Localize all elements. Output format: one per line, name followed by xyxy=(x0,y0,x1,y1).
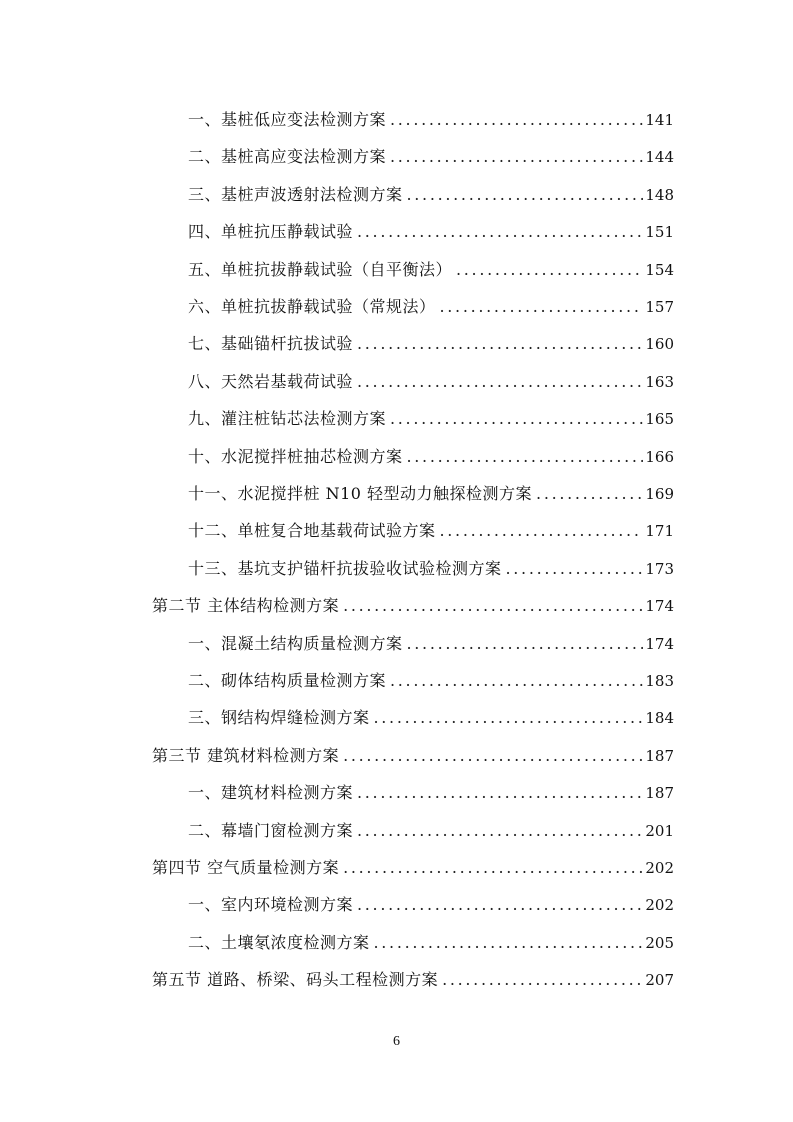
toc-dot-leader xyxy=(506,557,644,581)
toc-dot-leader xyxy=(357,893,643,917)
page-number: 6 xyxy=(393,1034,400,1049)
toc-entry-page: 151 xyxy=(645,223,674,242)
toc-entry-page: 201 xyxy=(645,821,674,840)
toc-entry-title: 六、单桩抗拔静载试验（常规法） xyxy=(188,297,436,316)
toc-entry-title: 二、幕墙门窗检测方案 xyxy=(188,820,354,840)
toc-dot-leader xyxy=(407,183,644,207)
toc-section-entry[interactable] xyxy=(152,744,674,768)
toc-entry[interactable] xyxy=(188,220,674,244)
toc-dot-leader xyxy=(357,819,643,843)
toc-dot-leader xyxy=(442,968,643,992)
toc-entry[interactable] xyxy=(188,893,674,917)
toc-entry-page: 205 xyxy=(645,933,674,952)
toc-dot-leader xyxy=(390,669,643,693)
toc-entry-title: 三、基桩声波透射法检测方案 xyxy=(188,184,403,204)
toc-entry-title: 九、灌注桩钻芯法检测方案 xyxy=(188,409,387,429)
toc-dot-leader xyxy=(374,706,644,730)
toc-section-entry[interactable] xyxy=(152,968,674,992)
toc-dot-leader xyxy=(390,108,643,132)
toc-entry-page: 163 xyxy=(645,372,674,391)
toc-entry-page: 169 xyxy=(645,485,674,503)
toc-dot-leader xyxy=(456,258,643,282)
toc-entry-page: 207 xyxy=(645,971,674,990)
toc-entry[interactable] xyxy=(188,108,674,132)
toc-entry-page: 160 xyxy=(645,335,674,354)
toc-dot-leader xyxy=(440,519,644,543)
toc-entry-title: 五、单桩抗拔静载试验（自平衡法） xyxy=(188,259,453,279)
toc-entry[interactable] xyxy=(188,258,674,282)
toc-entry-title: 十、水泥搅拌桩抽芯检测方案 xyxy=(188,446,403,466)
toc-entry[interactable] xyxy=(188,482,674,506)
toc-entry-title: 第五节 道路、桥梁、码头工程检测方案 xyxy=(152,970,439,990)
toc-entry-page: 202 xyxy=(645,859,674,877)
toc-entry-page: 187 xyxy=(645,746,674,765)
toc-entry-title: 第四节 空气质量检测方案 xyxy=(152,858,340,877)
toc-entry-title: 一、基桩低应变法检测方案 xyxy=(188,110,387,129)
toc-entry-page: 183 xyxy=(645,672,674,690)
toc-entry[interactable] xyxy=(188,557,674,581)
toc-entry-title: 一、建筑材料检测方案 xyxy=(188,783,354,803)
toc-entry-title: 十三、基坑支护锚杆抗拔验收试验检测方案 xyxy=(188,558,502,578)
toc-entry[interactable] xyxy=(188,931,674,955)
toc-entry-page: 202 xyxy=(645,896,674,915)
toc-entry-page: 154 xyxy=(645,260,674,279)
toc-entry[interactable] xyxy=(188,407,674,431)
toc-section-entry[interactable] xyxy=(152,594,674,618)
toc-entry-title: 三、钢结构焊缝检测方案 xyxy=(188,708,370,728)
toc-dot-leader xyxy=(343,856,643,880)
toc-entry-page: 165 xyxy=(645,410,674,429)
toc-dot-leader xyxy=(407,445,644,469)
toc-entry-page: 187 xyxy=(645,784,674,803)
toc-entry-page: 144 xyxy=(645,148,674,167)
toc-entry[interactable] xyxy=(188,781,674,805)
toc-entry-page: 157 xyxy=(645,298,674,316)
toc-dot-leader xyxy=(357,332,643,356)
toc-entry[interactable] xyxy=(188,519,674,543)
toc-entry-page: 171 xyxy=(645,522,674,541)
toc-dot-leader xyxy=(357,781,643,805)
toc-entry[interactable] xyxy=(188,370,674,394)
toc-entry-page: 148 xyxy=(645,185,674,204)
toc-dot-leader xyxy=(374,931,644,955)
toc-section-entry[interactable] xyxy=(152,856,674,880)
toc-entry[interactable] xyxy=(188,183,674,207)
toc-entry-page: 166 xyxy=(645,447,674,466)
toc-entry-title: 七、基础锚杆抗拔试验 xyxy=(188,334,354,354)
toc-entry-title: 第二节 主体结构检测方案 xyxy=(152,596,340,616)
toc-dot-leader xyxy=(440,295,644,319)
toc-entry-page: 174 xyxy=(645,597,674,616)
toc-dot-leader xyxy=(407,632,644,656)
toc-entry[interactable] xyxy=(188,819,674,843)
toc-entry-page: 173 xyxy=(645,559,674,578)
toc-entry-title: 十二、单桩复合地基载荷试验方案 xyxy=(188,521,436,541)
toc-entry-page: 174 xyxy=(645,634,674,653)
toc-dot-leader xyxy=(343,744,643,768)
toc-entry[interactable] xyxy=(188,332,674,356)
toc-entry-title: 四、单桩抗压静载试验 xyxy=(188,222,354,242)
toc-entry-title: 一、混凝土结构质量检测方案 xyxy=(188,633,403,653)
toc-entry-title: 二、基桩高应变法检测方案 xyxy=(188,147,387,167)
toc-entry-title: 八、天然岩基载荷试验 xyxy=(188,371,354,391)
toc-dot-leader xyxy=(357,220,643,244)
toc-entry-title: 一、室内环境检测方案 xyxy=(188,895,354,915)
toc-entry[interactable] xyxy=(188,145,674,169)
toc-entry-title: 十一、水泥搅拌桩 N10 轻型动力触探检测方案 xyxy=(188,484,533,503)
toc-entry[interactable] xyxy=(188,706,674,730)
toc-entry[interactable] xyxy=(188,295,674,319)
toc-entry-title: 二、砌体结构质量检测方案 xyxy=(188,671,387,690)
toc-entry[interactable] xyxy=(188,445,674,469)
toc-dot-leader xyxy=(390,145,643,169)
toc-dot-leader xyxy=(357,370,643,394)
toc-dot-leader xyxy=(343,594,643,618)
toc-dot-leader xyxy=(536,482,643,506)
toc-entry-page: 184 xyxy=(645,709,674,728)
toc-entry-title: 二、土壤氡浓度检测方案 xyxy=(188,932,370,952)
toc-dot-leader xyxy=(390,407,643,431)
toc-entry[interactable] xyxy=(188,669,674,693)
toc-entry[interactable] xyxy=(188,632,674,656)
toc-entry-page: 141 xyxy=(645,111,674,129)
toc-entry-title: 第三节 建筑材料检测方案 xyxy=(152,745,340,765)
